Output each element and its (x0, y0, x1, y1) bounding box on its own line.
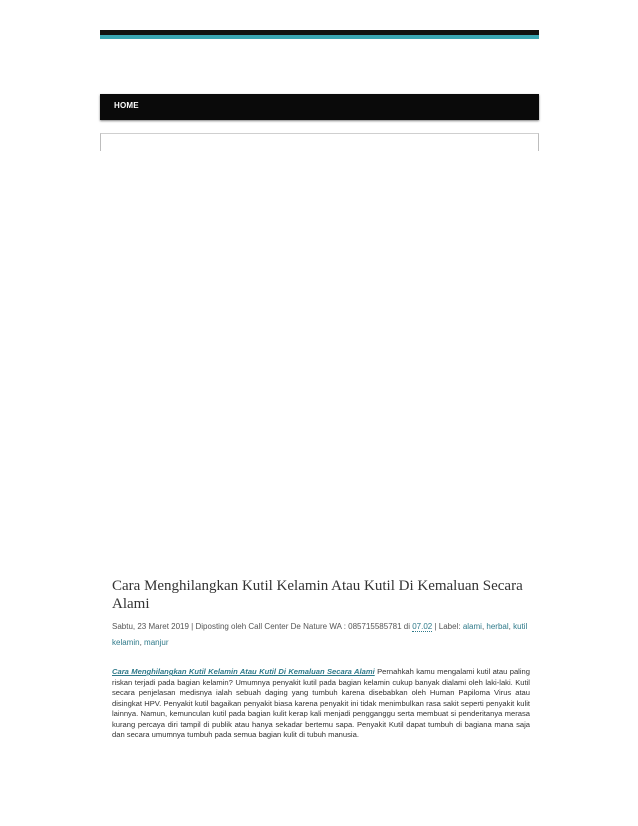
nav-item-home[interactable]: HOME (114, 101, 139, 110)
meta-separator: | (188, 622, 196, 631)
label-link-alami[interactable]: alami (462, 622, 482, 631)
label-link-herbal[interactable]: herbal (486, 622, 509, 631)
header-accent-stripe (100, 35, 539, 39)
post-date: Sabtu, 23 Maret 2019 (112, 622, 189, 631)
post-meta: Sabtu, 23 Maret 2019 | Diposting oleh Call Center De Nature WA : 085715585781 di 07.02 | Label: alami, herbal, kutil kelamin, manjur (112, 622, 528, 647)
label-link-kutil-kelamin[interactable]: kutil kelamin (112, 622, 528, 647)
post-body (112, 667, 530, 741)
post-author: Diposting oleh Call Center De Nature WA : 085715585781 di (195, 622, 413, 631)
meta-separator: | (432, 622, 439, 631)
label-prefix: Label: (438, 622, 463, 631)
post-title[interactable]: Cara Menghilangkan Kutil Kelamin Atau Kutil Di Kemaluan Secara Alami (112, 578, 523, 612)
main-nav (100, 94, 539, 120)
content-box (100, 133, 539, 151)
post-time-link[interactable]: 07.02 (412, 622, 433, 631)
blog-post (112, 577, 530, 741)
label-link-manjur[interactable]: manjur (144, 638, 169, 647)
post-lead-link[interactable]: Cara Menghilangkan Kutil Kelamin Atau Kutil Di Kemaluan Secara Alami (112, 667, 375, 676)
post-body-text: Pernahkah kamu mengalami kutil atau paling riskan terjadi pada bagian kelamin? Umumnya penyakit kutil pada bagian kelamin cukup banyak dialami oleh laki-laki. Kutil secara penjelasan medisnya ialah sebuah daging yang tumbuh karena disebabkan oleh Human Papiloma Virus atau disingkat HPV. Penyakit kutil bagaikan penyakit biasa karena penyakit ini tidak menimbulkan rasa sakit seperti penyakit kulit lainnya. Namun, kemunculan kutil pada bagian kulit kerap kali menjadi pengganggu serta membuat si penderitanya merasa kurang percaya diri tampil di publik atau hanya sekadar bertemu sapa. Penyakit Kutil dapat tumbuh di bagiana mana saja dan secara umumnya tumbuh pada semua bagian kulit di tubuh manusia. (112, 667, 531, 739)
